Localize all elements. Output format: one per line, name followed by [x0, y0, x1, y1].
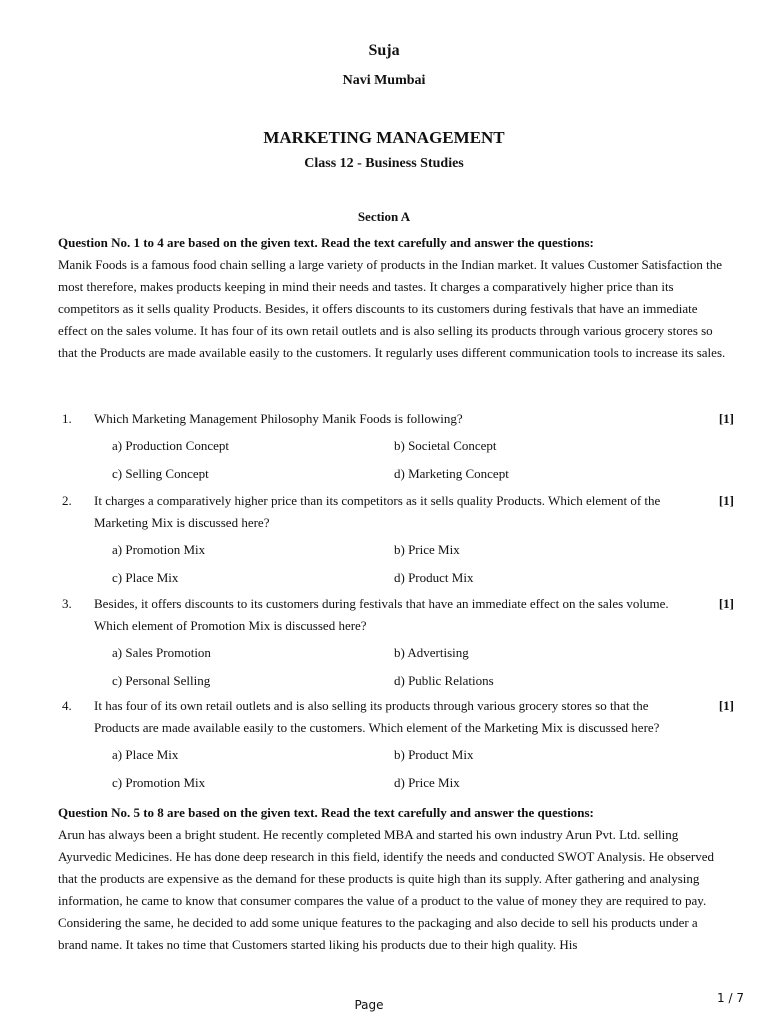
question-text: It has four of its own retail outlets and is also selling its products through various grocery stores so that the Products are made available easily to the customers. Which element of the Marketing Mix is discussed here? [94, 698, 660, 735]
author-name: Suja [368, 42, 400, 59]
option-c[interactable]: c) Place Mix [112, 570, 179, 585]
passage-2-text: Arun has always been a bright student. He recently completed MBA and started his own industry Arun Pvt. Ltd. selling Ayurvedic Medicines. He has done deep research in this field, identify the needs and conducted SWOT Analysis. He observed that the products are expensive as the demand for these products is quite high than its supply. After gathering and analysing information, he came to know that consumer compares the value of a product to the value of money they are required to pay. Considering the same, he decided to add some unique features to the packaging and also decide to sell his products under a brand name. It takes no time that Customers started liking his products due to their high quality. His [58, 827, 714, 952]
question-text: Which Marketing Management Philosophy Manik Foods is following? [94, 411, 463, 426]
section-heading: Section A [357, 209, 411, 224]
document-subtitle: Class 12 - Business Studies [304, 156, 464, 171]
option-c[interactable]: c) Promotion Mix [112, 775, 206, 790]
passage-2-heading: Question No. 5 to 8 are based on the given text. Read the text carefully and answer the questions: [58, 805, 594, 820]
question-marks: [1] [718, 698, 734, 713]
options [112, 541, 734, 597]
option-c[interactable]: c) Personal Selling [112, 673, 211, 688]
option-d[interactable]: d) Product Mix [394, 570, 474, 585]
options [112, 437, 734, 493]
passage-1 [58, 232, 730, 364]
question-text: It charges a comparatively higher price than its competitors as it sells quality Products. Which element of the Marketing Mix is discussed here? [94, 493, 661, 530]
question-number: 2. [62, 493, 72, 508]
question-number: 1. [62, 411, 72, 426]
option-d[interactable]: d) Marketing Concept [394, 466, 509, 481]
question-number: 4. [62, 698, 72, 713]
passage-2 [58, 802, 730, 956]
option-a[interactable]: a) Production Concept [112, 438, 229, 453]
option-d[interactable]: d) Price Mix [394, 775, 460, 790]
option-b[interactable]: b) Price Mix [394, 542, 460, 557]
question-text: Besides, it offers discounts to its customers during festivals that have an immediate effect on the sales volume. Which element of Promotion Mix is discussed here? [94, 596, 669, 633]
page-footer-label: Page [354, 998, 384, 1012]
question-2 [58, 490, 734, 597]
question-1 [58, 408, 734, 493]
option-a[interactable]: a) Promotion Mix [112, 542, 206, 557]
option-b[interactable]: b) Societal Concept [394, 438, 497, 453]
passage-1-text: Manik Foods is a famous food chain selling a large variety of products in the Indian market. It values Customer Satisfaction the most therefore, makes products keeping in mind their needs and tastes. It charges a comparatively higher price than its competitors as it sells quality Products. Besides, it offers discounts to its customers during festivals that have an immediate effect on the sales volume. It has four of its own retail outlets and is also selling its products through various grocery stores so that the Products are made available easily to the customers. It regularly uses different communication tools to increase its sales. [58, 257, 726, 360]
options [112, 644, 734, 700]
option-a[interactable]: a) Sales Promotion [112, 645, 211, 660]
question-4 [58, 695, 734, 802]
question-number: 3. [62, 596, 72, 611]
option-d[interactable]: d) Public Relations [394, 673, 494, 688]
question-marks: [1] [718, 596, 734, 611]
document-title: MARKETING MANAGEMENT [263, 128, 505, 147]
author-city: Navi Mumbai [342, 73, 426, 88]
option-c[interactable]: c) Selling Concept [112, 466, 209, 481]
option-b[interactable]: b) Advertising [394, 645, 469, 660]
option-a[interactable]: a) Place Mix [112, 747, 179, 762]
question-3 [58, 593, 734, 700]
passage-1-heading: Question No. 1 to 4 are based on the given text. Read the text carefully and answer the questions: [58, 235, 594, 250]
options [112, 746, 734, 802]
question-marks: [1] [718, 493, 734, 508]
page-indicator: 1 / 7 [717, 991, 744, 1005]
option-b[interactable]: b) Product Mix [394, 747, 474, 762]
question-marks: [1] [718, 411, 734, 426]
